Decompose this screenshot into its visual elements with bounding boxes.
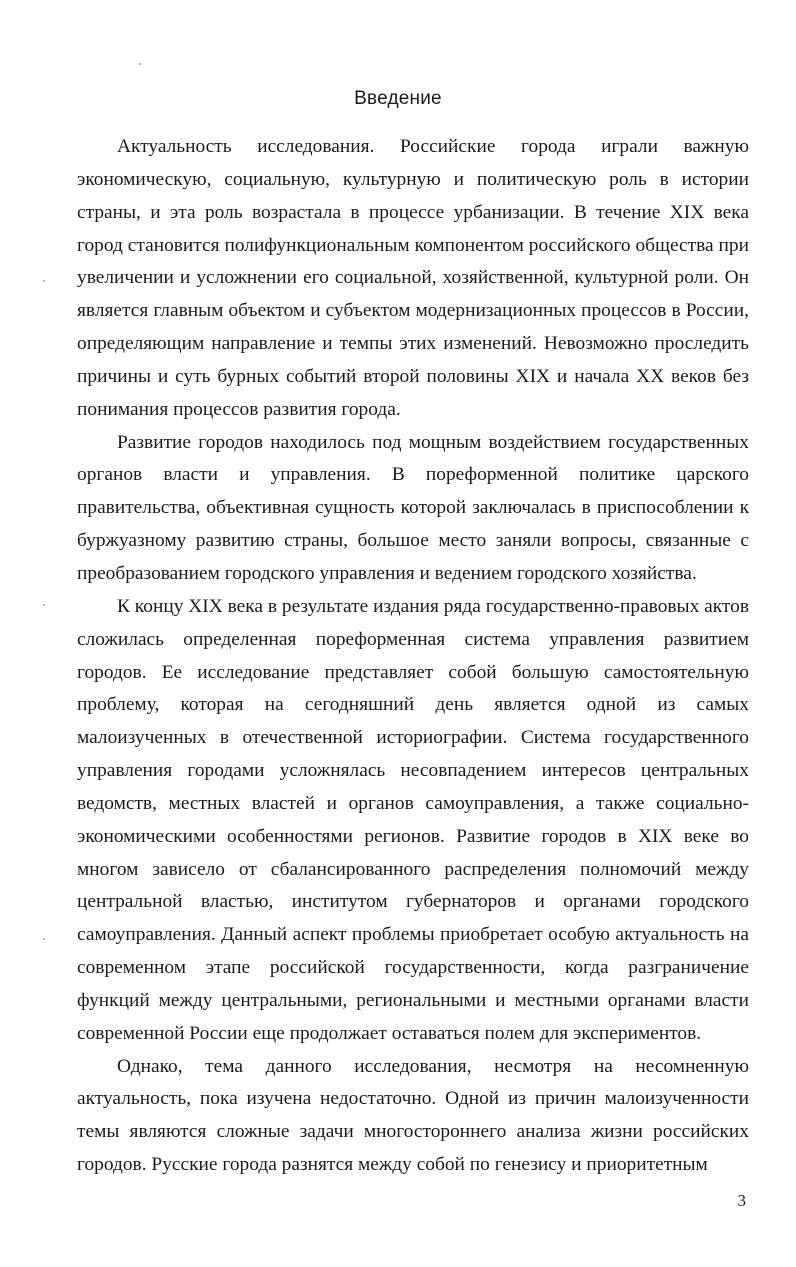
scan-mark [43,280,45,282]
paragraph: Актуальность исследования. Российские города играли важную экономическую, социальную, культурную и политическую роль в истории страны, и эта роль возрастала в процессе урбанизации. В течение XIX века город становится полифункциональным компонентом российского общества при увеличении и усложнении его социальной, хозяйственной, культурной роли. Он является главным объектом и субъектом модернизационных процессов в России, определяющим направление и темпы этих изменений. Невозможно проследить причины и суть бурных событий второй половины XIX и начала XX веков без понимания процессов развития города. [77,136,749,420]
paragraph: Однако, тема данного исследования, несмотря на несомненную актуальность, пока изучена недостаточно. Одной из причин малоизученности темы являются сложные задачи многостороннего анализа жизни российских городов. Русские города разнятся между собой по генезису и приоритетным [77,1055,749,1176]
paragraph: Развитие городов находилось под мощным воздействием государственных органов власти и управления. В пореформенной политике царского правительства, объективная сущность которой заключалась в приспособлении к буржуазному развитию страны, большое место заняли вопросы, связанные с преобразованием городского управления и ведением городского хозяйства. [77,431,749,584]
scan-mark [139,63,141,65]
scan-mark [43,604,45,606]
document-body [77,131,749,1182]
paragraph: К концу XIX века в результате издания ряда государственно-правовых актов сложилась определенная пореформенная система управления развитием городов. Ее исследование представляет собой большую самостоятельную проблему, которая на сегодняшний день является одной из самых малоизученных в отечественной историографии. Система государственного управления городами усложнялась несовпадением интересов центральных ведомств, местных властей и органов самоуправления, а также социально-экономическими особенностями регионов. Развитие городов в XIX веке во многом зависело от сбалансированного распределения полномочий между центральной властью, институтом губернаторов и органами городского самоуправления. Данный аспект проблемы приобретает особую актуальность на современном этапе российской государственности, когда разграничение функций между центральными, региональными и местными органами власти современной России еще продолжает оставаться полем для экспериментов. [77,595,749,1044]
scan-mark [43,938,45,940]
page-title: Введение [354,88,442,109]
page-number: 3 [737,1191,746,1210]
